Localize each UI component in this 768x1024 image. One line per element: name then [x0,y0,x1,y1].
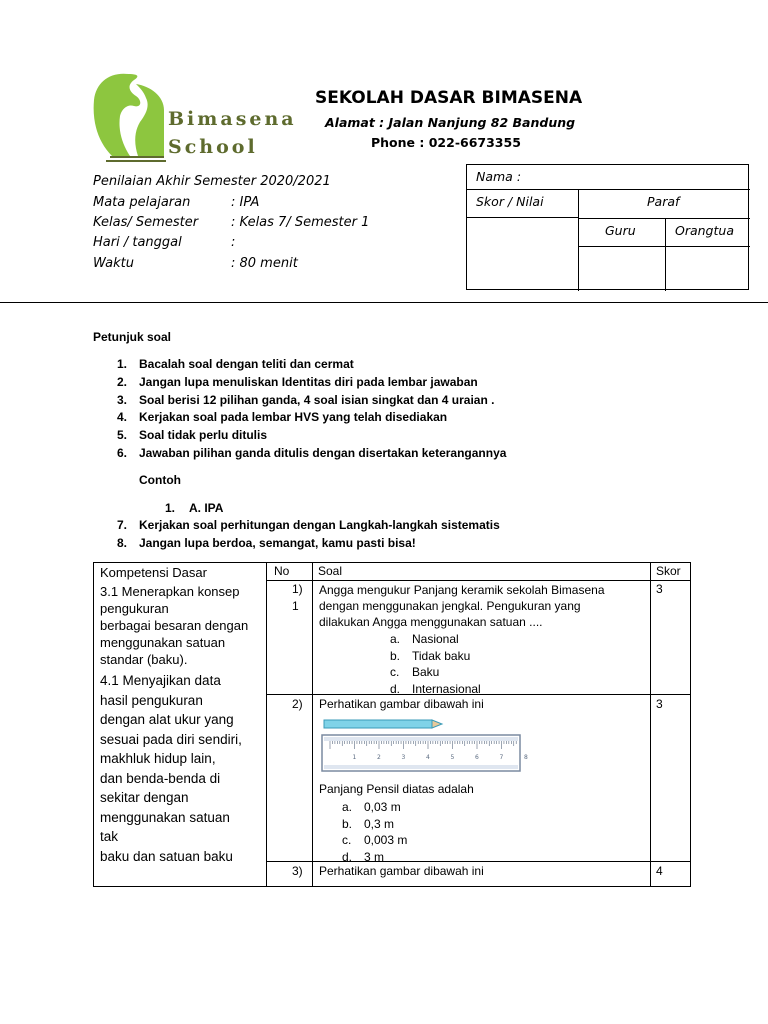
guru-label: Guru [605,223,636,238]
score-box [466,164,749,290]
question-line: dilakukan Angga menggunakan satuan .... [319,615,543,629]
instruction-item: Bacalah soal dengan teliti dan cermat [139,357,354,371]
list-number: 5. [116,428,127,442]
skor-nilai-label: Skor / Nilai [476,194,544,209]
question-number: 2) [292,697,303,711]
option-item [390,631,481,648]
school-address: Alamat : Jalan Nanjung 82 Bandung [325,115,576,130]
option-text: 3 m [364,849,385,864]
question-2-text: Panjang Pensil diatas adalah [319,782,474,796]
ruler-label: 7 [499,754,504,761]
kd-line: menggunakan satuan [100,809,230,825]
header-skor: Skor [656,564,681,578]
kd-line: menggunakan satuan [100,635,226,650]
question-number: 1) [292,582,303,596]
info-value-date: : [231,235,236,250]
kd-3-1 [100,583,248,668]
ruler-label: 8 [524,754,528,761]
option-text: Baku [412,665,440,679]
question-2-intro: Perhatikan gambar dibawah ini [319,697,484,711]
option-item [390,681,481,698]
orangtua-label: Orangtua [675,223,734,238]
ruler-label: 3 [401,754,406,761]
info-value-time: : 80 menit [231,256,298,271]
header-no: No [274,564,290,578]
kd-line: standar (baku). [100,652,188,667]
list-number: 6. [116,446,127,460]
instruction-item: Kerjakan soal pada lembar HVS yang telah disediakan [139,410,448,424]
questions-table [93,562,691,887]
option-item [390,664,481,681]
header-kompetensi-dasar: Kompetensi Dasar [100,565,207,580]
option-letter: a. [342,800,353,814]
info-value-subject: : IPA [231,195,260,210]
kd-line: pengukuran [100,601,169,616]
paraf-label: Paraf [647,194,680,209]
logo-text-line2: School [168,136,258,158]
option-letter: d. [390,681,401,696]
option-text: Nasional [412,632,459,646]
kd-line: sekitar dengan [100,790,189,805]
info-label-date: Hari / tanggal [93,235,182,250]
kd-line: tak [100,829,119,844]
question-score: 4 [656,864,663,878]
info-label-subject: Mata pelajaran [93,195,191,210]
logo-text-line1: Bimasena [168,108,297,130]
option-letter: b. [342,816,353,831]
instructions-heading: Petunjuk soal [93,330,172,344]
info-label-class: Kelas/ Semester [93,215,199,230]
kd-line: baku dan satuan baku [100,848,233,864]
instruction-item: Kerjakan soal perhitungan dengan Langkah-langkah sistematis [139,518,500,532]
ruler-label: 6 [475,754,479,761]
list-number: 2. [116,375,127,389]
ruler-pencil-image [322,719,528,777]
question-number-sub: 1 [292,599,299,613]
kd-line: dengan alat ukur yang [100,712,234,727]
question-score: 3 [656,582,663,596]
school-phone: Phone : 022-6673355 [371,135,521,150]
question-1-options [390,631,481,697]
list-number: 8. [116,536,127,550]
option-item [390,648,481,665]
kd-line: dan benda-benda di [100,770,221,786]
option-item [342,849,407,866]
option-letter: d. [342,849,353,864]
option-item [342,832,407,849]
ruler-label: 5 [450,754,455,761]
option-letter: c. [390,665,400,679]
exam-title: Penilaian Akhir Semester 2020/2021 [93,174,331,189]
instruction-item: Jangan lupa menuliskan Identitas diri pada lembar jawaban [139,375,478,389]
list-number: 1. [164,501,175,515]
option-text: 0,003 m [364,833,408,847]
instruction-item: Jangan lupa berdoa, semangat, kamu pasti bisa! [139,536,416,550]
instruction-item: Jawaban pilihan ganda ditulis dengan disertakan keterangannya [139,446,507,460]
question-3-intro: Perhatikan gambar dibawah ini [319,864,484,878]
list-number: 3. [116,393,127,407]
question-1-text [319,582,605,630]
info-value-class: : Kelas 7/ Semester 1 [231,215,370,230]
option-item [342,816,407,833]
option-text: 0,03 m [364,800,401,814]
kd-line: berbagai besaran dengan [100,618,249,633]
school-name: SEKOLAH DASAR BIMASENA [315,88,583,108]
option-text: Internasional [412,681,481,696]
kd-line: 3.1 Menerapkan konsep [100,584,240,599]
school-logo-icon [90,70,170,165]
list-number: 1. [116,357,127,371]
question-line: Angga mengukur Panjang keramik sekolah Bimasena [319,583,605,597]
header-separator [0,302,768,303]
ruler-label: 1 [352,754,357,761]
instruction-item: Soal tidak perlu ditulis [139,428,268,442]
question-2-options [342,799,407,865]
question-score: 3 [656,697,663,711]
option-item [342,799,407,816]
info-label-time: Waktu [93,256,134,271]
list-number: 7. [116,518,127,532]
kd-4-1 [100,671,242,866]
contoh-label: Contoh [139,473,181,487]
kd-line: 4.1 Menyajikan data [100,673,221,688]
ruler-label: 4 [426,754,430,761]
option-letter: a. [390,632,401,646]
header-soal: Soal [318,564,343,578]
kd-line: makhluk hidup lain, [100,751,216,766]
option-text: 0,3 m [364,816,395,831]
question-number: 3) [292,864,303,878]
option-text: Tidak baku [412,648,471,663]
instruction-item: Soal berisi 12 pilihan ganda, 4 soal isian singkat dan 4 uraian . [139,393,495,407]
kd-line: hasil pengukuran [100,692,203,708]
option-letter: c. [342,833,352,847]
nama-label: Nama : [476,169,522,184]
contoh-item: A. IPA [189,501,224,515]
list-number: 4. [116,410,127,424]
question-line: dengan menggunakan jengkal. Pengukuran yang [319,599,581,613]
option-letter: b. [390,648,401,663]
kd-line: sesuai pada diri sendiri, [100,731,242,747]
ruler-label: 2 [377,754,381,761]
